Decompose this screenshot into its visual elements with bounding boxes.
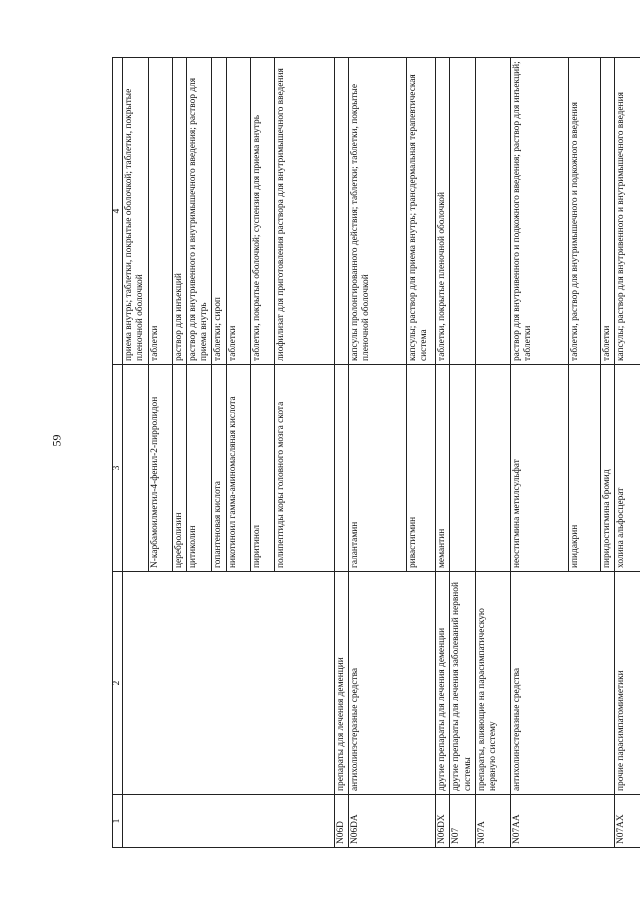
drug-table-rotated [112,58,630,848]
forms-cell: таблетки, покрытые пленочной оболочкой [435,58,449,365]
table-row [450,58,476,848]
header-col-2: 2 [113,572,123,795]
drug-table [112,57,640,848]
name-cell: цитиколин [186,365,212,572]
code-cell: N07 [450,795,476,848]
forms-cell: раствор для внутривенного и внутримышечного введения; раствор для приема внутрь [186,58,212,365]
name-cell: пиридостигмина бромид [600,365,614,572]
table-row [475,58,510,848]
name-cell [475,365,510,572]
table-row [123,58,149,848]
forms-cell: приема внутрь; таблетки, покрытые оболочкой; таблетки, покрытые пленочной оболочкой [123,58,149,365]
forms-cell: таблетки [226,58,250,365]
group-cell [123,572,335,795]
forms-cell: раствор для инъекций [172,58,186,365]
forms-cell: таблетки; сироп [212,58,226,365]
name-cell: холина альфосцерат [615,365,640,572]
name-cell: полипептиды коры головного мозга скота [274,365,334,572]
drug-table-container [112,58,630,848]
name-cell [334,365,348,572]
group-cell: препараты, влияющие на парасимпатическую нервную систему [475,572,510,795]
group-cell: препараты для лечения деменции [334,572,348,795]
table-row [510,58,568,848]
forms-cell [450,58,476,365]
forms-cell: капсулы; раствор для приема внутрь; трансдермальная терапевтическая система [406,58,435,365]
header-col-1: 1 [113,795,123,848]
table-row [615,58,640,848]
forms-cell: раствор для внутривенного и подкожного введения; раствор для инъекций; таблетки [510,58,568,365]
group-cell: другие препараты для лечения деменции [435,572,449,795]
group-cell: антихолинэстеразные средства [348,572,435,795]
code-cell: N06DA [348,795,435,848]
page-number [49,428,65,452]
name-cell: неостигмина метилсульфат [510,365,568,572]
forms-cell: капсулы; раствор для внутривенного и внутримышечного введения [615,58,640,365]
forms-cell [334,58,348,365]
forms-cell: таблетки [148,58,172,365]
code-cell: N06D [334,795,348,848]
name-cell [123,365,149,572]
forms-cell: таблетки, раствор для внутримышечного и подкожного введения [568,58,600,365]
table-row [435,58,449,848]
forms-cell: капсулы пролонгированного действия; таблетки; таблетки, покрытые пленочной оболочкой [348,58,406,365]
name-cell: пиритинол [250,365,274,572]
group-cell: другие препараты для лечения заболеваний нервной системы [450,572,476,795]
group-cell: прочие парасимпатомиметики [615,572,640,795]
code-cell [123,795,335,848]
header-col-3: 3 [113,365,123,572]
page-number-text: 59 [49,434,64,446]
header-row [113,58,123,848]
code-cell: N06DX [435,795,449,848]
code-cell: N07AA [510,795,614,848]
name-cell: мемантин [435,365,449,572]
header-col-4: 4 [113,58,123,365]
table-row [334,58,348,848]
code-cell: N07AX [615,795,640,848]
name-cell: ипидакрин [568,365,600,572]
name-cell: гопантеновая кислота [212,365,226,572]
group-cell: антихолинэстеразные средства [510,572,614,795]
forms-cell: таблетки [600,58,614,365]
forms-cell: таблетки, покрытые оболочкой; суспензия для приема внутрь [250,58,274,365]
name-cell: никотиноил гамма-аминомасляная кислота [226,365,250,572]
forms-cell: лиофилизат для приготовления раствора для внутримышечного введения [274,58,334,365]
name-cell: галантамин [348,365,406,572]
name-cell: N-карбамоилметил-4-фенил-2-пирролидон [148,365,172,572]
forms-cell [475,58,510,365]
name-cell: ривастигмин [406,365,435,572]
name-cell: церебролизин [172,365,186,572]
name-cell [450,365,476,572]
table-row [348,58,406,848]
code-cell: N07A [475,795,510,848]
